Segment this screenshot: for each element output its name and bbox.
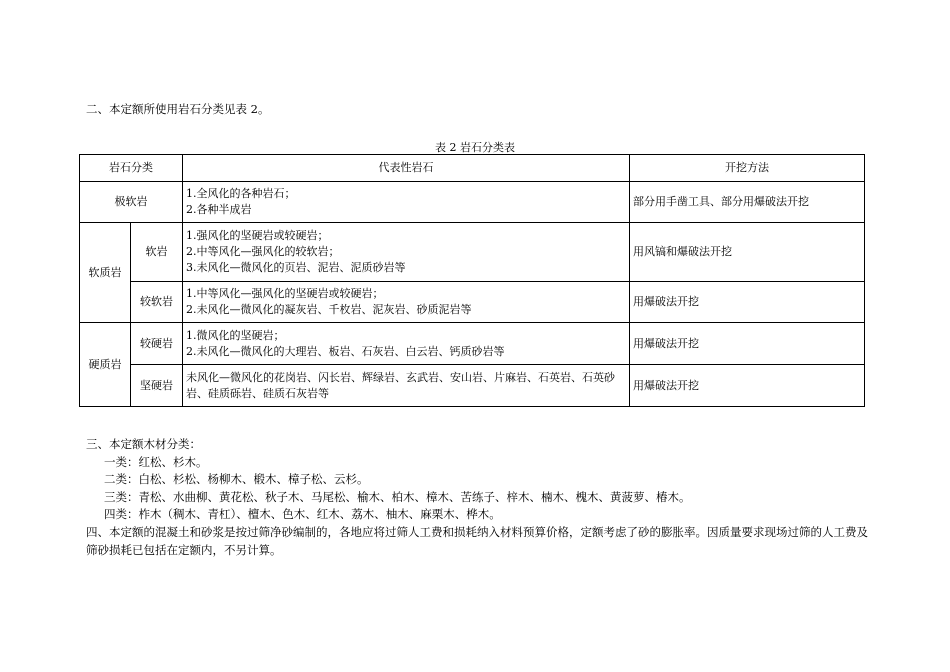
header-representative-rocks: 代表性岩石 [183, 155, 630, 182]
table-row [80, 182, 865, 223]
category-cell: 硬质岩 [80, 323, 131, 407]
table-header-row [80, 155, 865, 182]
category-cell: 软质岩 [80, 223, 131, 323]
concrete-note: 四、本定额的混凝土和砂浆是按过筛净砂编制的，各地应将过筛人工费和损耗纳入材料预算价格，定额考虑了砂的膨胀率。因质量要求现场过筛的人工费及筛砂损耗已包括在定额内，不另计算。 [86, 524, 868, 557]
method-cell: 用爆破法开挖 [630, 323, 865, 365]
wood-class-item: 四类：柞木（稠木、青杠）、檀木、色木、红木、荔木、柚木、麻栗木、桦木。 [104, 507, 501, 522]
rock-line: 1.微风化的坚硬岩； [186, 328, 285, 342]
table-row [80, 323, 865, 365]
rock-line: 2.各种半成岩 [186, 203, 252, 216]
method-cell: 用风镐和爆破法开挖 [630, 223, 865, 282]
subcategory-cell: 软岩 [131, 223, 183, 282]
rock-line: 1.中等风化—强风化的坚硬岩或较硬岩； [186, 287, 384, 300]
method-cell: 用爆破法开挖 [630, 282, 865, 323]
rock-line: 2.中等风化—强风化的较软岩； [186, 245, 340, 258]
wood-heading: 三、本定额木材分类： [86, 437, 201, 451]
wood-class-item: 二类：白松、杉松、杨柳木、椴木、樟子松、云杉。 [104, 472, 369, 487]
table-row [80, 282, 865, 323]
wood-class-item: 三类：青松、水曲柳、黄花松、秋子木、马尾松、榆木、柏木、樟木、苦练子、梓木、楠木、槐木、黄菠萝、椿木。 [104, 489, 691, 504]
rocks-cell [183, 323, 630, 365]
rocks-cell [183, 282, 630, 323]
rock-line: 1.全风化的各种岩石； [186, 187, 296, 200]
rock-line: 3.未风化—微风化的页岩、泥岩、泥质砂岩等 [186, 261, 406, 274]
subcategory-cell: 坚硬岩 [131, 365, 183, 407]
method-cell: 用爆破法开挖 [630, 365, 865, 407]
wood-class-item: 一类：红松、杉木。 [104, 454, 208, 469]
rock-line: 2.未风化—微风化的凝灰岩、千枚岩、泥灰岩、砂质泥岩等 [186, 303, 472, 316]
subcategory-cell: 较硬岩 [131, 323, 183, 365]
rock-line: 2.未风化—微风化的大理岩、板岩、石灰岩、白云岩、钙质砂岩等 [186, 344, 505, 358]
subcategory-cell: 较软岩 [131, 282, 183, 323]
rocks-cell [183, 182, 630, 223]
table-caption: 表 2 岩石分类表 [435, 141, 515, 154]
category-cell: 极软岩 [80, 182, 183, 223]
header-excavation-method: 开挖方法 [630, 155, 865, 182]
notes-section [86, 436, 876, 559]
section-two-intro: 二、本定额所使用岩石分类见表 2。 [86, 102, 270, 116]
rock-line: 1.强风化的坚硬岩或较硬岩； [186, 229, 329, 242]
rock-classification-table [79, 154, 865, 407]
rocks-cell [183, 223, 630, 282]
rocks-cell: 未风化—微风化的花岗岩、闪长岩、辉绿岩、玄武岩、安山岩、片麻岩、石英岩、石英砂岩、硅质砾岩、硅质石灰岩等 [183, 365, 630, 407]
table-row [80, 365, 865, 407]
header-rock-category: 岩石分类 [80, 155, 183, 182]
method-cell: 部分用手凿工具、部分用爆破法开挖 [630, 182, 865, 223]
table-row [80, 223, 865, 282]
